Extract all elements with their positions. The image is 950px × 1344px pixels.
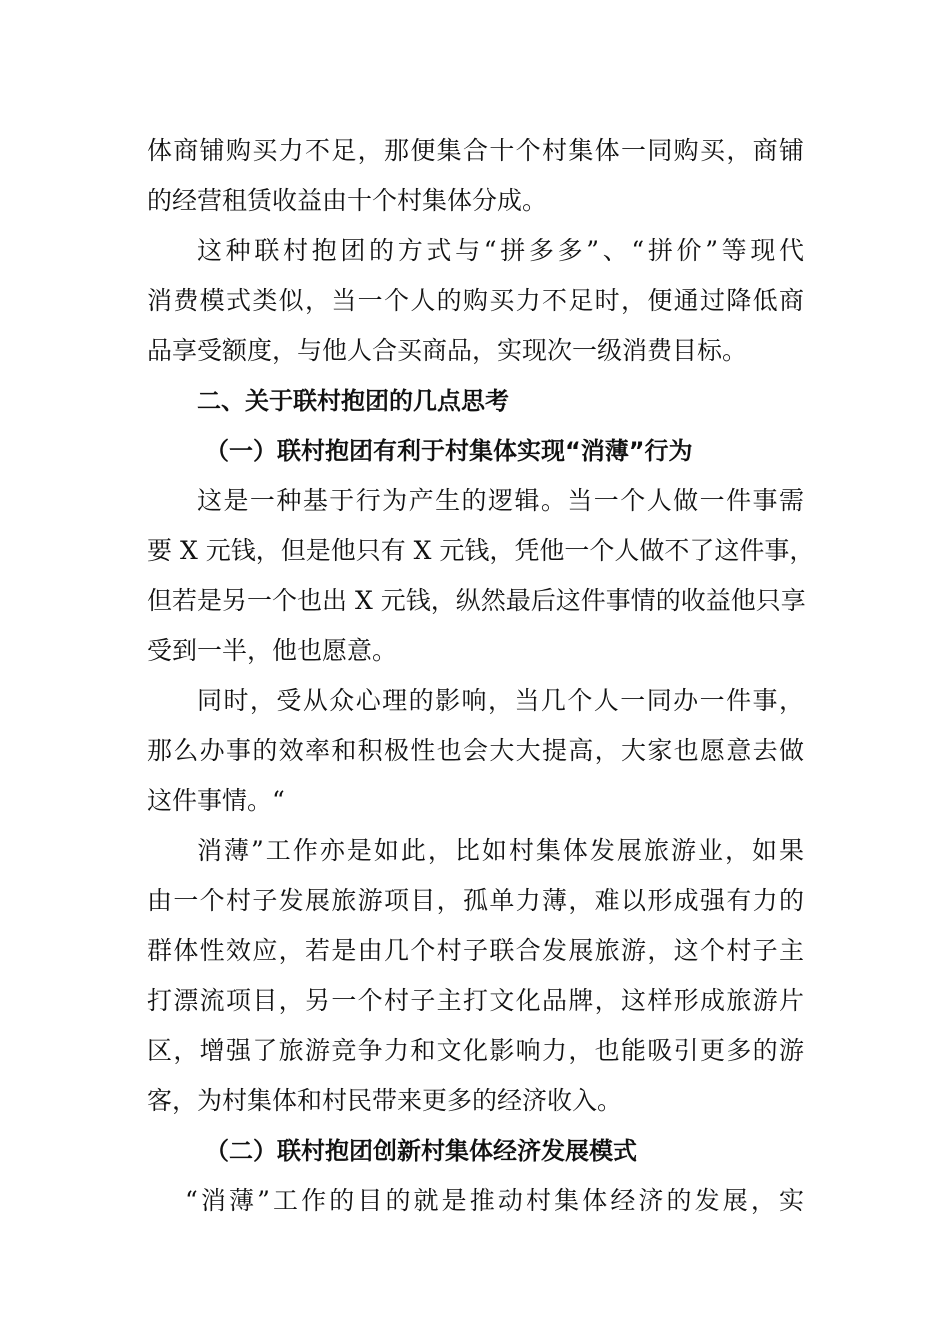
body-text-line: 这件事情。“ bbox=[147, 786, 285, 815]
subsection-heading: （二）联村抱团创新村集体经济发展模式 bbox=[205, 1137, 637, 1165]
body-text-line: 区，增强了旅游竞争力和文化影响力，也能吸引更多的游 bbox=[147, 1036, 804, 1065]
body-text-line: 要 X 元钱，但是他只有 X 元钱，凭他一个人做不了这件事， bbox=[147, 536, 815, 565]
body-text-line: 由一个村子发展旅游项目，孤单力薄，难以形成强有力的 bbox=[147, 886, 804, 915]
section-heading: 二、关于联村抱团的几点思考 bbox=[197, 387, 509, 415]
body-text-line: 那么办事的效率和积极性也会大大提高，大家也愿意去做 bbox=[147, 736, 804, 765]
body-text-line: 同时，受从众心理的影响，当几个人一同办一件事， bbox=[197, 686, 804, 715]
body-text-line: 这是一种基于行为产生的逻辑。当一个人做一件事需 bbox=[197, 486, 804, 515]
body-text-line: 消费模式类似，当一个人的购买力不足时，便通过降低商 bbox=[147, 286, 804, 315]
body-text-line: 但若是另一个也出 X 元钱，纵然最后这件事情的收益他只享 bbox=[147, 586, 806, 615]
body-text-line: 打漂流项目，另一个村子主打文化品牌，这样形成旅游片 bbox=[147, 986, 804, 1015]
body-text-line: 体商铺购买力不足，那便集合十个村集体一同购买，商铺 bbox=[147, 136, 804, 165]
body-text-line: “消薄”工作的目的就是推动村集体经济的发展，实 bbox=[185, 1186, 804, 1215]
body-text-line: 的经营租赁收益由十个村集体分成。 bbox=[147, 186, 548, 215]
body-text-line: 消薄”工作亦是如此，比如村集体发展旅游业，如果 bbox=[197, 836, 804, 865]
subsection-heading: （一）联村抱团有利于村集体实现“消薄”行为 bbox=[205, 437, 693, 465]
body-text-line: 客，为村集体和村民带来更多的经济收入。 bbox=[147, 1086, 623, 1115]
body-text-line: 受到一半，他也愿意。 bbox=[147, 636, 398, 665]
body-text-line: 这种联村抱团的方式与“拼多多”、“拼价”等现代 bbox=[197, 236, 804, 265]
body-text-line: 品享受额度，与他人合买商品，实现次一级消费目标。 bbox=[147, 336, 748, 365]
body-text-line: 群体性效应，若是由几个村子联合发展旅游，这个村子主 bbox=[147, 936, 804, 965]
